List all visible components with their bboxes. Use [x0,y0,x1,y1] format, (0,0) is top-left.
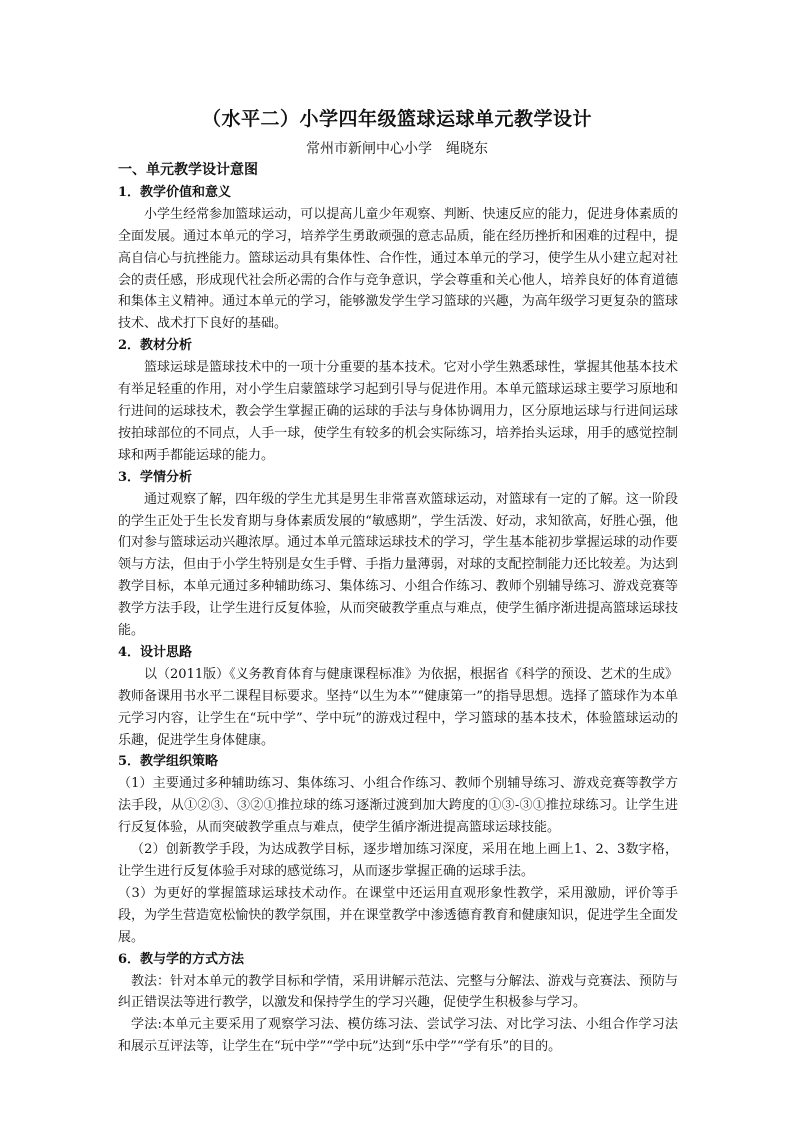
paragraph-strategy-3: （3）为更好的掌握篮球运球技术动作。在课堂中还运用直观形象性教学，采用激励，评价等手段，为学生营造宽松愉快的教学氛围，并在课堂教学中渗透德育教育和健康知识，促进学生全面发展。 [118,885,678,945]
author-line: 常州市新闸中心小学 绳晓东 [306,141,488,157]
subsection-heading-design: 4．设计思路 [118,644,193,660]
paragraph-value: 小学生经常参加篮球运动，可以提高儿童少年观察、判断、快速反应的能力，促进身体素质的全面发展。通过本单元的学习，培养学生勇敢顽强的意志品质，能在经历挫折和困难的过程中，提高自信心与抗挫能力。篮球运动具有集体性、合作性，通过本单元的学习，使学生从小建立起对社会的责任感，形成现代社会所必需的合作与竞争意识，学会尊重和关心他人，培养良好的体育道德和集体主义精神。通过本单元的学习，能够激发学生学习篮球的兴趣，为高年级学习更复杂的篮球技术、战术打下良好的基础。 [118,206,678,332]
paragraph-material: 篮球运球是篮球技术中的一项十分重要的基本技术。它对小学生熟悉球性，掌握其他基本技术有举足轻重的作用，对小学生启蒙篮球学习起到引导与促进作用。本单元篮球运球主要学习原地和行进间的运球技术，教会学生掌握正确的运球的手法与身体协调用力，区分原地运球与行进间运球按拍球部位的不同点，人手一球，使学生有较多的机会实际练习，培养抬头运球，用手的感觉控制球和两手都能运球的能力。 [118,360,678,463]
paragraph-learning-methods: 学法:本单元主要采用了观察学习法、模仿练习法、尝试学习法、对比学习法、小组合作学习法和展示互评法等，让学生在“玩中学”“学中玩”达到“乐中学”“学有乐”的目的。 [118,1017,678,1055]
document-body [118,160,678,1058]
paragraph-students: 通过观察了解，四年级的学生尤其是男生非常喜欢篮球运动，对篮球有一定的了解。这一阶段的学生正处于生长发育期与身体素质发展的“敏感期”，学生活泼、好动，求知欲高，好胜心强，他们对参与篮球运动兴趣浓厚。通过本单元篮球运球技术的学习，学生基本能初步掌握运球的动作要领与方法，但由于小学生特别是女生手臂、手指力量薄弱，对球的支配控制能力还比较差。为达到教学目标，本单元通过多种辅助练习、集体练习、小组合作练习、教师个别辅导练习、游戏竞赛等教学方法手段，让学生进行反复体验，从而突破教学重点与难点，使学生循序渐进提高篮球运球技能。 [118,491,678,639]
paragraph-teaching-methods: 教法：针对本单元的教学目标和学情，采用讲解示范法、完整与分解法、游戏与竞赛法、预防与纠正错误法等进行教学，以激发和保持学生的学习兴趣，促使学生积极参与学习。 [118,973,678,1011]
section-heading: 一、单元教学设计意图 [118,162,258,178]
subsection-heading-methods: 6．教与学的方式方法 [118,951,245,967]
subsection-heading-students: 3．学情分析 [118,469,193,485]
subsection-heading-strategy: 5．教学组织策略 [118,754,219,770]
paragraph-strategy-2: （2）创新教学手段，为达成教学目标，逐步增加练习深度，采用在地上画上1、2、3数字格，让学生进行反复体验手对球的感觉练习，从而逐步掌握正确的运球手法。 [118,842,678,879]
paragraph-design: 以（2011版）《义务教育体育与健康课程标准》为依据，根据省《科学的预设、艺术的生成》教师备课用书水平二课程目标要求。坚持“以生为本”“健康第一”的指导思想。选择了篮球作为本单元学习内容，让学生在“玩中学”、学中玩”的游戏过程中，学习篮球的基本技术，体验篮球运动的乐趣，促进学生身体健康。 [118,666,678,748]
subsection-heading-value: 1．教学价值和意义 [118,184,232,200]
paragraph-strategy-1: （1）主要通过多种辅助练习、集体练习、小组合作练习、教师个别辅导练习、游戏竞赛等教学方法手段，从①②③、③②①推拉球的练习逐渐过渡到加大跨度的①③-③①推拉球练习。让学生进行反复体验，从而突破教学重点与难点，使学生循序渐进提高篮球运球技能。 [118,776,678,836]
page-title: （水平二）小学四年级篮球运球单元教学设计 [201,108,592,130]
subsection-heading-material: 2．教材分析 [118,338,193,354]
